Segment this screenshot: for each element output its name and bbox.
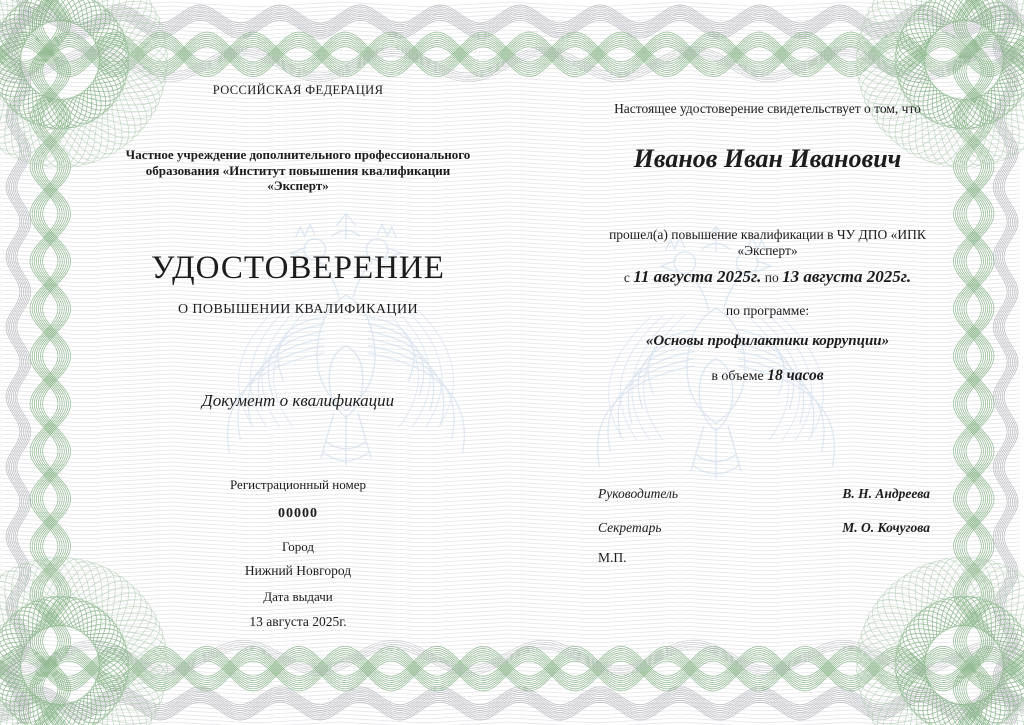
signature-name: М. О. Кочугова — [842, 520, 930, 535]
issue-date-value: 13 августа 2025г. — [249, 614, 347, 629]
period-from-date: 11 августа 2025г. — [633, 267, 762, 286]
signature-role: Секретарь — [598, 520, 662, 535]
institution-name-text: Частное учреждение дополнительного профессионального образования «Институт повышения квалификации «Эксперт» — [125, 147, 471, 193]
completion-text — [560, 227, 975, 258]
volume-hours: 18 часов — [767, 367, 824, 384]
signatures-block — [598, 486, 930, 554]
signature-name: В. Н. Андреева — [842, 486, 930, 501]
document-type-label: Документ о квалификации — [201, 391, 395, 410]
institution-name — [56, 147, 540, 194]
city-label: Город — [281, 539, 315, 554]
city-value: Нижний Новгород — [244, 563, 352, 578]
program-label: по программе: — [725, 303, 810, 318]
signature-row-director — [598, 486, 930, 502]
holder-name: Иванов Иван Иванович — [633, 144, 902, 173]
certificate-title: УДОСТОВЕРЕНИЕ — [151, 250, 445, 286]
signature-role: Руководитель — [598, 486, 679, 501]
statement-text: Настоящее удостоверение свидетельствует о том, что — [614, 101, 921, 116]
registration-number-label: Регистрационный номер — [230, 477, 366, 492]
period-middle: по — [764, 270, 779, 285]
country-label: РОССИЙСКАЯ ФЕДЕРАЦИЯ — [212, 83, 384, 97]
stamp-place-label: М.П. — [598, 550, 627, 565]
issue-date-label: Дата выдачи — [263, 589, 333, 604]
signature-row-secretary — [598, 520, 930, 536]
period-prefix: с — [623, 270, 630, 285]
course-volume — [560, 367, 975, 385]
program-name: «Основы профилактики коррупции» — [645, 333, 890, 349]
registration-number-value: 00000 — [278, 506, 318, 521]
period-to-date: 13 августа 2025г. — [782, 267, 912, 286]
certificate-subtitle: О ПОВЫШЕНИИ КВАЛИФИКАЦИИ — [178, 302, 418, 317]
volume-prefix: в объеме — [711, 369, 764, 384]
completion-text-inner: прошел(а) повышение квалификации в ЧУ ДПО «ИПК «Эксперт» — [609, 227, 926, 258]
training-period — [560, 267, 975, 287]
